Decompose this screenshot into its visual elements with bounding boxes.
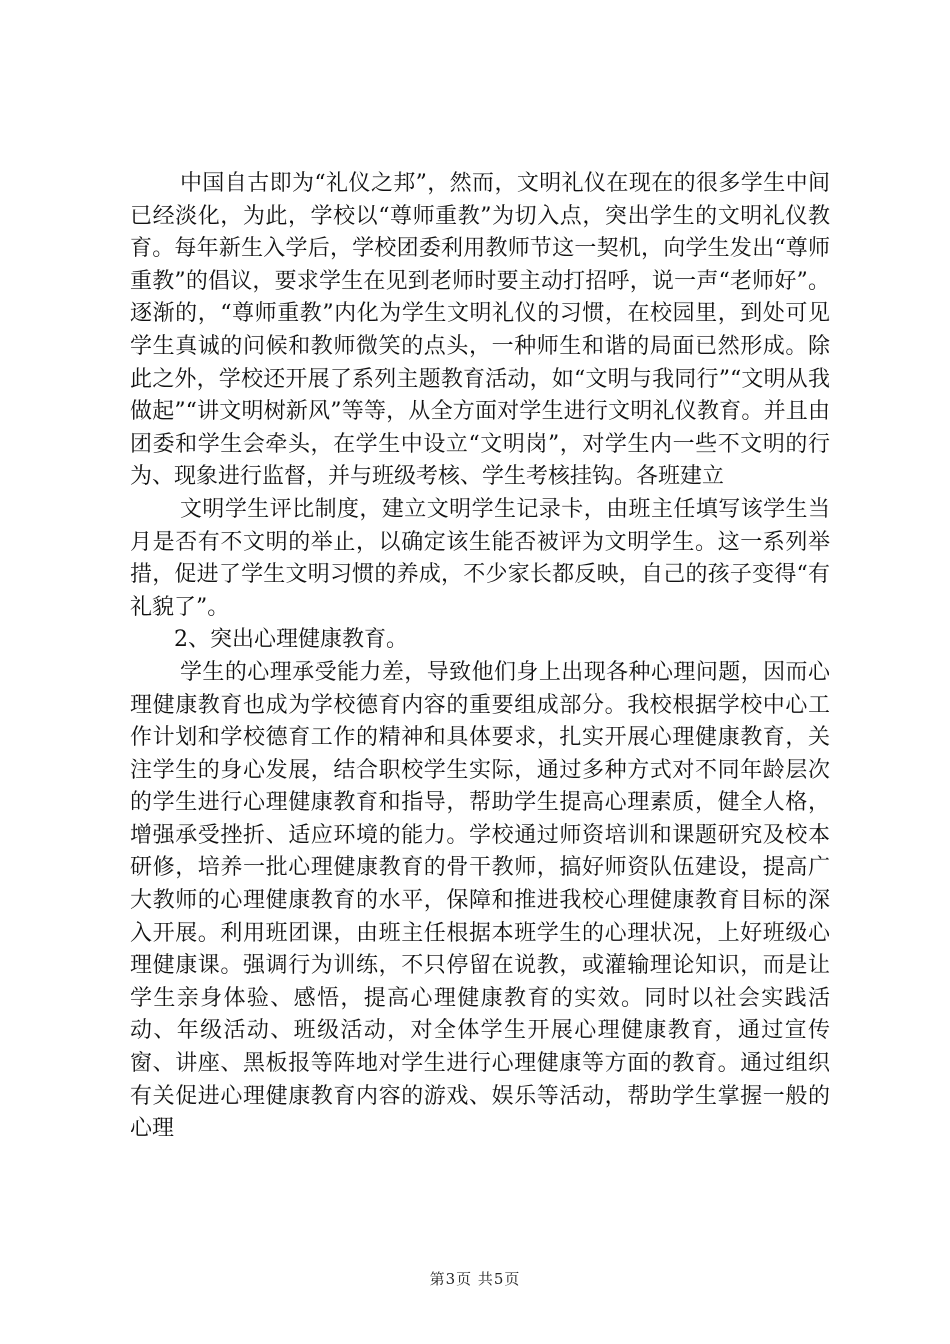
page-number-footer: 第3页 共5页 — [429, 1270, 521, 1288]
section-heading-mental-health: 2、突出心理健康教育。 — [174, 627, 408, 653]
paragraph-mental-health: 学生的心理承受能力差，导致他们身上出现各种心理问题，因而心理健康教育也成为学校德育内容的重要组成部分。我校根据学校中心工作计划和学校德育工作的精神和具体要求，扎实开展心理健康教育，关注学生的身心发展，结合职校学生实际，通过多种方式对不同年龄层次的学生进行心理健康教育和指导，帮助学生提高心理素质，健全人格，增强承受挫折、适应环境的能力。学校通过师资培训和课题研究及校本研修，培养一批心理健康教育的骨干教师，搞好师资队伍建设，提高广大教师的心理健康教育的水平，保障和推进我校心理健康教育目标的深入开展。利用班团课，由班主任根据本班学生的心理状况，上好班级心理健康课。强调行为训练，不只停留在说教，或灌输理论知识，而是让学生亲身体验、感悟，提高心理健康教育的实效。同时以社会实践活动、年级活动、班级活动，对全体学生开展心理健康教育，通过宣传窗、讲座、黑板报等阵地对学生进行心理健康等方面的教育。通过组织有关促进心理健康教育内容的游戏、娱乐等活动，帮助学生掌握一般的心理 — [130, 659, 830, 1142]
paragraph-etiquette-continued: 文明学生评比制度，建立文明学生记录卡，由班主任填写该学生当月是否有不文明的举止，以确定该生能否被评为文明学生。这一系列举措，促进了学生文明习惯的养成，不少家长都反映，自己的孩子变得“有礼貌了”。 — [130, 496, 830, 620]
paragraph-etiquette: 中国自古即为“礼仪之邦”，然而，文明礼仪在现在的很多学生中间已经淡化，为此，学校以“尊师重教”为切入点，突出学生的文明礼仪教育。每年新生入学后，学校团委利用教师节这一契机，向学生发出“尊师重教”的倡议，要求学生在见到老师时要主动打招呼，说一声“老师好”。逐渐的，“尊师重教”内化为学生文明礼仪的习惯，在校园里，到处可见学生真诚的问候和教师微笑的点头，一种师生和谐的局面已然形成。除此之外，学校还开展了系列主题教育活动，如“文明与我同行”“文明从我做起”“讲文明树新风”等等，从全方面对学生进行文明礼仪教育。并且由团委和学生会牵头，在学生中设立“文明岗”，对学生内一些不文明的行为、现象进行监督，并与班级考核、学生考核挂钩。各班建立 — [130, 171, 830, 490]
body-text — [130, 168, 830, 1146]
